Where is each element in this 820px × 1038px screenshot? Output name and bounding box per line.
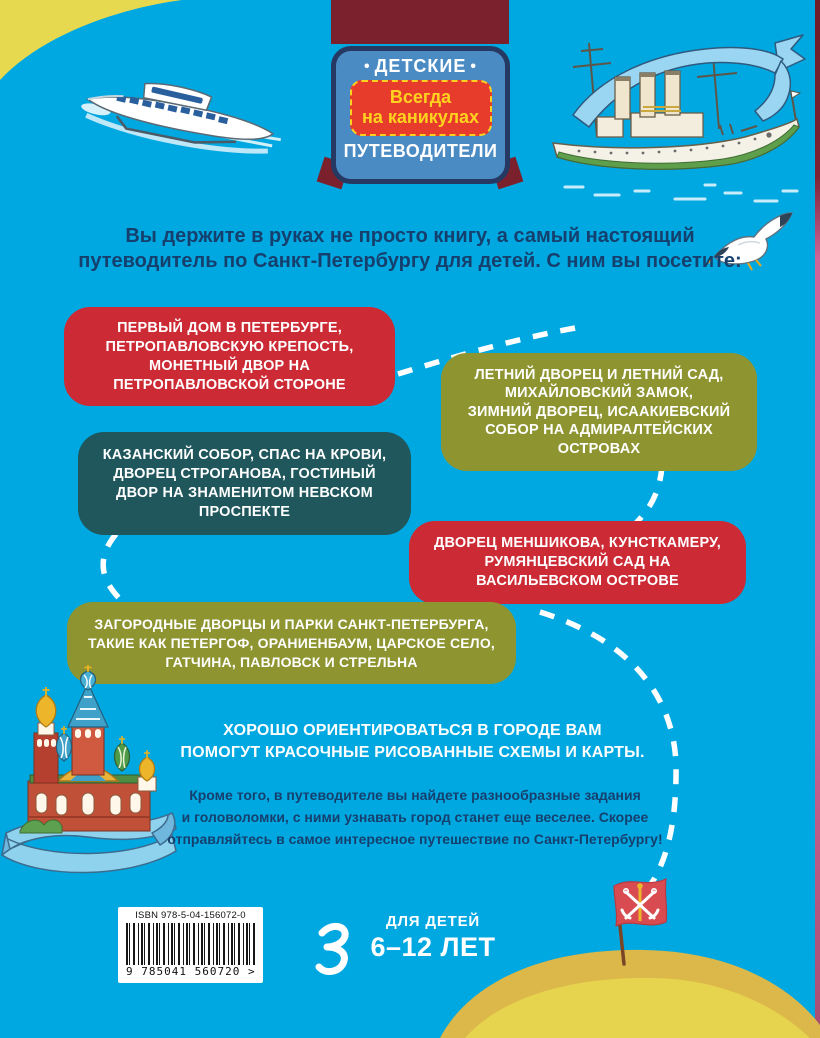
dot-icon: • [364,58,371,75]
intro-line: путеводитель по Санкт-Петербургу для детей. С ним вы посетите: [78,250,742,272]
route-box-line: КАЗАНСКИЙ СОБОР, СПАС НА КРОВИ, [102,446,387,463]
route-box-line: ВАСИЛЬЕВСКОМ ОСТРОВЕ [476,573,679,589]
route-box-line: МОНЕТНЫЙ ДВОР НА [148,357,311,374]
route-box-line: ГАТЧИНА, ПАВЛОВСК И СТРЕЛЬНА [165,653,418,670]
age-range: 6–12 ЛЕТ [370,932,496,962]
route-box-vasilyevsky-island [409,521,746,604]
route-box-line: ОСТРОВАХ [557,440,641,457]
saint-petersburg-flag [580,872,690,972]
route-box-line: МИХАЙЛОВСКИЙ ЗАМОК, [504,385,694,402]
dot-icon: • [470,58,477,75]
route-box-line: ПЕРВЫЙ ДОМ В ПЕТЕРБУРГЕ, [117,319,342,336]
route-box-line: ДВОРЕЦ МЕНШИКОВА, КУНСТКАМЕРУ, [434,535,721,551]
barcode-digits: 9 785041 560720 > [126,965,256,978]
hydrofoil-boat-illustration [78,58,313,178]
route-box-petropavlovsk [64,307,395,406]
maps-note [110,720,715,764]
route-box-line: ПЕТРОПАВЛОВСКОЙ СТОРОНЕ [113,376,346,393]
closing-note-line: Кроме того, в путеводителе вы найдете разнообразные задания [189,787,641,803]
route-box-line: ДВОР НА ЗНАМЕНИТОМ НЕВСКОМ [116,484,373,501]
intro-line: Вы держите в руках не просто книгу, а самый настоящий [125,225,695,247]
closing-note [108,784,722,850]
route-box-admiralty-islands [441,353,757,471]
route-box-line: ТАКИЕ КАК ПЕТЕРГОФ, ОРАНИЕНБАУМ, ЦАРСКОЕ СЕЛО, [87,634,496,651]
route-box-nevsky-prospekt [78,432,411,535]
series-title-line: Всегда [389,87,452,107]
route-box-line: РУМЯНЦЕВСКИЙ САД НА [484,554,671,570]
route-box-line: ЛЕТНИЙ ДВОРЕЦ И ЛЕТНИЙ САД, [474,366,724,383]
series-title-line: на каникулах [361,107,480,128]
cruiser-aurora-illustration [545,15,815,210]
route-box-line: ЗИМНИЙ ДВОРЕЦ, ИСААКИЕВСКИЙ [467,403,731,420]
route-box-line: ПЕТРОПАВЛОВСКУЮ КРЕПОСТЬ, [105,338,354,355]
series-badge [331,46,510,184]
age-badge [352,913,514,963]
series-badge-bottom-label: ПУТЕВОДИТЕЛИ [343,141,498,162]
church-savior-on-blood-illustration [0,665,182,897]
closing-note-line: отправляйтесь в самое интересное путешествие по Санкт-Петербургу! [167,831,663,847]
series-badge-top-label: • ДЕТСКИЕ • [360,56,481,77]
age-label: ДЛЯ ДЕТЕЙ [386,913,480,930]
maps-note-line: ПОМОГУТ КРАСОЧНЫЕ РИСОВАННЫЕ СХЕМЫ И КАРТЫ. [180,744,645,761]
maps-note-line: ХОРОШО ОРИЕНТИРОВАТЬСЯ В ГОРОДЕ ВАМ [223,722,602,739]
intro-text [55,224,765,274]
barcode [118,907,263,983]
isbn-text: ISBN 978-5-04-156072-0 [135,910,246,921]
route-box-line: ЗАГОРОДНЫЕ ДВОРЦЫ И ПАРКИ САНКТ-ПЕТЕРБУРГА, [94,615,489,632]
route-box-line: ДВОРЕЦ СТРОГАНОВА, ГОСТИНЫЙ [113,465,376,482]
series-badge-title [350,80,492,136]
closing-note-line: и головоломки, с ними узнавать город станет еще веселее. Скорее [181,809,649,825]
route-box-line: ПРОСПЕКТЕ [198,503,291,520]
barcode-bars [126,923,255,965]
route-box-line: СОБОР НА АДМИРАЛТЕЙСКИХ [485,422,713,439]
